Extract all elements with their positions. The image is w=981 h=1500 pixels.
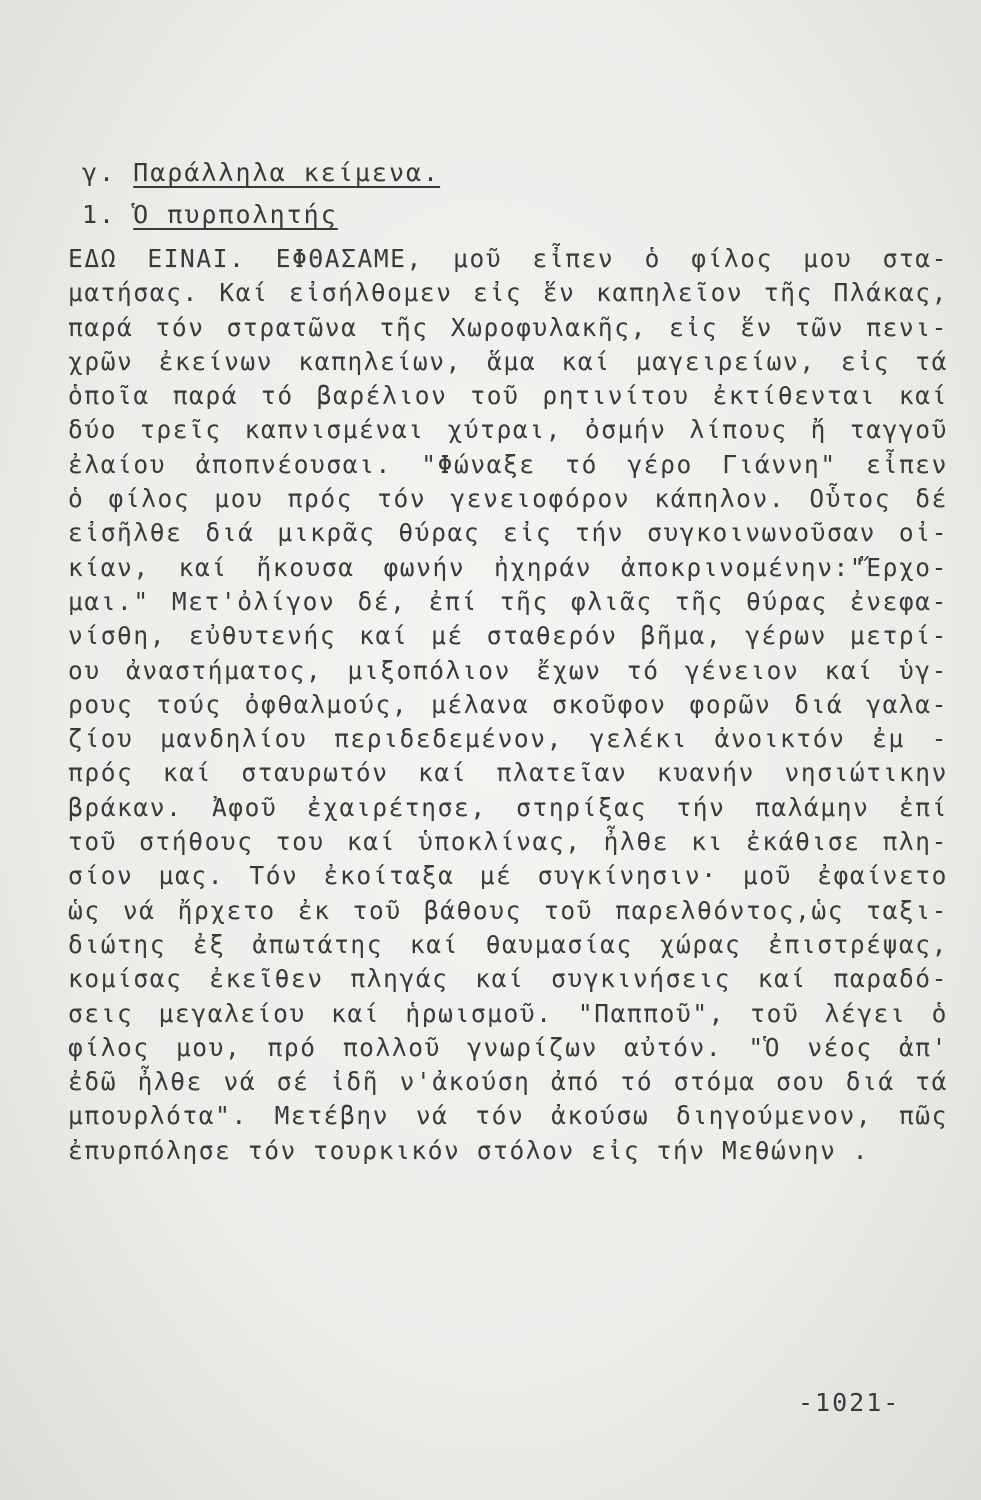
text-line: μπουρλότα". Μετέβην νά τόν ἀκούσω διηγούμενον, πῶς [68,1101,948,1131]
text-line: βράκαν. Ἀφοῦ ἐχαιρέτησε, στηρίξας τήν παλάμην ἐπί [68,792,948,822]
text-line: ματήσας. Καί εἰσήλθομεν εἰς ἕν καπηλεῖον τῆς Πλάκας, [68,278,948,308]
text-line: πρός καί σταυρωτόν καί πλατεῖαν κυανήν νησιώτικην [68,758,948,788]
text-line: μαι." Μετ'ὀλίγον δέ, ἐπί τῆς φλιᾶς τῆς θύρας ἐνεφα- [68,586,948,616]
page-number: -1021- [798,1388,901,1417]
text-line: σίον μας. Τόν ἐκοίταξα μέ συγκίνησιν· μοῦ ἐφαίνετο [68,861,948,891]
text-line: ὁ φίλος μου πρός τόν γενειοφόρον κάπηλον. Οὗτος δέ [68,484,948,514]
text-line: ἐλαίου ἀποπνέουσαι. "Φώναξε τό γέρο Γιάννη" εἶπεν [68,449,948,479]
text-line: φίλος μου, πρό πολλοῦ γνωρίζων αὐτόν. "Ὁ νέος ἀπ' [68,1032,948,1062]
text-line: νίσθη, εὐθυτενής καί μέ σταθερόν βῆμα, γέρων μετρί- [68,621,948,651]
text-line: παρά τόν στρατῶνα τῆς Χωροφυλακῆς, εἰς ἕν τῶν πενι- [68,312,948,342]
text-line: διώτης ἐξ ἀπωτάτης καί θαυμασίας χώρας ἐπιστρέψας, [68,929,948,959]
section-marker: γ. [82,158,117,187]
text-line: ὡς νά ἤρχετο ἐκ τοῦ βάθους τοῦ παρελθόντος,ὡς ταξι- [68,895,948,925]
text-line: σεις μεγαλείου καί ἡρωισμοῦ. "Παπποῦ", τοῦ λέγει ὁ [68,998,948,1028]
text-line: χρῶν ἐκείνων καπηλείων, ἅμα καί μαγειρείων, εἰς τά [68,346,948,376]
body-text [68,242,948,1168]
section-heading [82,158,440,187]
text-line: ζίου μανδηλίου περιδεδεμένον, γελέκι ἀνοικτόν ἐμ - [68,724,948,754]
subsection-number: 1. [82,200,117,229]
text-line: τοῦ στήθους του καί ὑποκλίνας, ἦλθε κι ἐκάθισε πλη- [68,827,948,857]
text-line: ἐπυρπόλησε τόν τουρκικόν στόλον εἰς τήν Μεθώνην . [68,1135,870,1165]
text-line: ΕΔΩ ΕΙΝΑΙ. ΕΦΘΑΣΑΜΕ, μοῦ εἶπεν ὁ φίλος μου στα- [68,244,948,273]
text-line: ρους τούς ὀφθαλμούς, μέλανα σκοῦφον φορῶν διά γαλα- [68,689,948,719]
text-line: ου ἀναστήματος, μιξοπόλιον ἔχων τό γένειον καί ὑγ- [68,655,948,685]
subsection-heading [82,200,338,229]
text-line: ὁποῖα παρά τό βαρέλιον τοῦ ρητινίτου ἐκτίθενται καί [68,381,948,411]
subsection-title: Ὁ πυρπολητής [133,200,338,229]
text-line: εἰσῆλθε διά μικρᾶς θύρας εἰς τήν συγκοινωνοῦσαν οἰ- [68,518,948,548]
section-title: Παράλληλα κείμενα. [133,158,441,187]
text-line: δύο τρεῖς καπνισμέναι χύτραι, ὀσμήν λίπους ἤ ταγγοῦ [68,415,948,445]
text-line: κίαν, καί ἤκουσα φωνήν ἠχηράν ἀποκρινομένην:"Ἔρχο- [68,552,948,582]
text-line: κομίσας ἐκεῖθεν πληγάς καί συγκινήσεις καί παραδό- [68,964,948,994]
text-line: ἐδῶ ἦλθε νά σέ ἰδῆ ν'ἀκούση ἀπό τό στόμα σου διά τά [68,1067,948,1097]
